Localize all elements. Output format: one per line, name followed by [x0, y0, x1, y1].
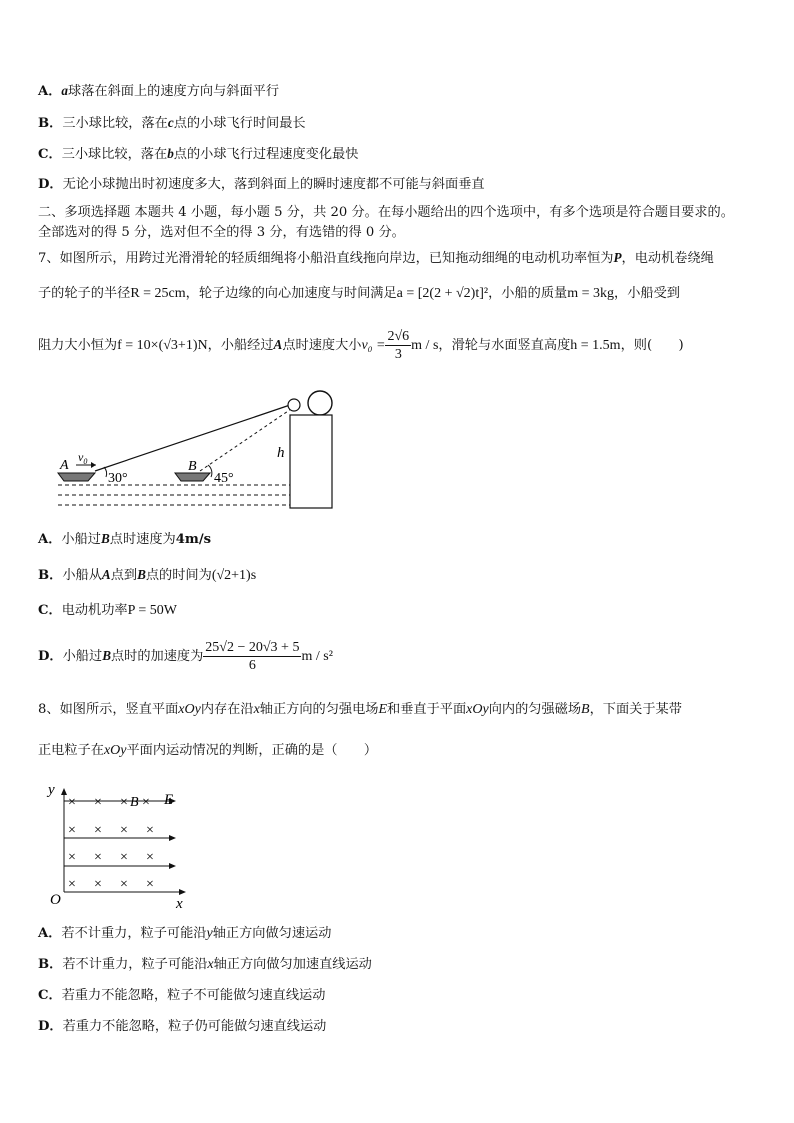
label-angle-45: 45° — [214, 471, 234, 486]
q8-option-c: C．若重力不能忽略，粒子不可能做匀速直线运动 — [38, 988, 326, 1003]
cross: × — [120, 877, 128, 892]
cross: × — [146, 850, 154, 865]
q8-stem-line1: 8、如图所示，竖直平面xOy内存在沿x轴正方向的匀强电场E和垂直于平面xOy向内的匀强磁场B，下面关于某带 — [38, 702, 682, 717]
cross: × — [68, 850, 76, 865]
cross: × — [94, 823, 102, 838]
accel-fraction: $\frac{25√2 - 20√3 + 5}{6}$ — [205, 640, 300, 673]
q7-stem-line2: 子的轮子的半径R = 25cm，轮子边缘的向心加速度与时间满足a = [2(2 + √2)t]²，小船的质量m = 3kg，小船受到 — [38, 286, 680, 301]
q6-option-b: B．三小球比较，落在c点的小球飞行时间最长 — [38, 115, 306, 131]
label-b: B — [188, 459, 197, 474]
section-header-line2: 全部选对的得 5 分，选对但不全的得 3 分，有选错的得 0 分。 — [38, 225, 405, 240]
cross: × — [120, 795, 128, 810]
q7-option-b: B．小船从A点到B点的时间为(√2+1)s — [38, 567, 257, 583]
q7-option-a: A．小船过B点时速度为4m/s — [38, 531, 212, 547]
cross: × — [94, 795, 102, 810]
cross: × — [120, 850, 128, 865]
cross: × — [68, 877, 76, 892]
label-angle-30: 30° — [108, 471, 128, 486]
q8-stem-line2: 正电粒子在xOy平面内运动情况的判断，正确的是（ ） — [38, 743, 378, 758]
cross: × — [142, 795, 150, 810]
pulley — [288, 399, 300, 411]
cross: × — [94, 877, 102, 892]
q7-stem-line1: 7、如图所示，用跨过光滑滑轮的轻质细绳将小船沿直线拖向岸边，已知拖动细绳的电动机功率恒为P，电动机卷绕绳 — [38, 250, 714, 266]
rope-b-dashed — [200, 407, 294, 471]
label-v0: $v_0$ — [78, 450, 88, 466]
cross: × — [68, 823, 76, 838]
cross: × — [68, 795, 76, 810]
label-e: E — [164, 792, 174, 808]
angle-arc-a — [104, 467, 107, 477]
section-header-line1: 二、多项选择题 本题共 4 小题，每小题 5 分，共 20 分。在每小题给出的四个选项中，有多个选项是符合题目要求的。 — [38, 205, 734, 220]
q6-option-c: C．三小球比较，落在b点的小球飞行过程速度变化最快 — [38, 146, 359, 162]
cross: × — [146, 877, 154, 892]
q8-option-d: D．若重力不能忽略，粒子仍可能做匀速直线运动 — [38, 1019, 327, 1034]
q8-option-a: A．若不计重力，粒子可能沿y轴正方向做匀速运动 — [38, 926, 332, 941]
cross: × — [120, 823, 128, 838]
shore-tower — [290, 415, 332, 508]
boat-b — [175, 473, 210, 481]
q8-option-b: B．若不计重力，粒子可能沿x轴正方向做匀加速直线运动 — [38, 957, 372, 972]
x-axis-arrowhead — [179, 889, 186, 895]
v0-arrowhead — [91, 462, 96, 468]
label-origin: O — [50, 892, 61, 908]
label-h: h — [277, 445, 285, 461]
q6-option-d: D．无论小球抛出时初速度多大，落到斜面上的瞬时速度都不可能与斜面垂直 — [38, 177, 485, 192]
q7-stem-line3: 阻力大小恒为f = 10×(√3+1)N，小船经过A点时速度大小v₀ = $\frac{2√6}{3}$ m / s，滑轮与水面竖直高度h = 1.5m，则( ) — [38, 329, 684, 362]
q8-field-figure — [44, 780, 194, 910]
q7-option-c: C．电动机功率P = 50W — [38, 603, 178, 618]
label-x: x — [176, 896, 183, 910]
boat-a — [58, 473, 95, 481]
cross: × — [146, 823, 154, 838]
q7-option-d: D．小船过B点时的加速度为 $\frac{25√2 - 20√3 + 5}{6}$ m / s² — [38, 640, 333, 673]
q6-option-a: A．a球落在斜面上的速度方向与斜面平行 — [38, 83, 280, 99]
y-axis-arrowhead — [61, 788, 67, 795]
label-y: y — [48, 782, 55, 798]
q7-boat-pulley-figure — [50, 385, 350, 510]
label-a: A — [60, 458, 69, 473]
v0-fraction: $\frac{2√6}{3}$ — [387, 329, 410, 362]
motor-wheel — [308, 391, 332, 415]
cross: × — [94, 850, 102, 865]
label-b: B — [130, 795, 139, 810]
field-arrowhead-2 — [169, 835, 176, 841]
field-arrowhead-3 — [169, 863, 176, 869]
